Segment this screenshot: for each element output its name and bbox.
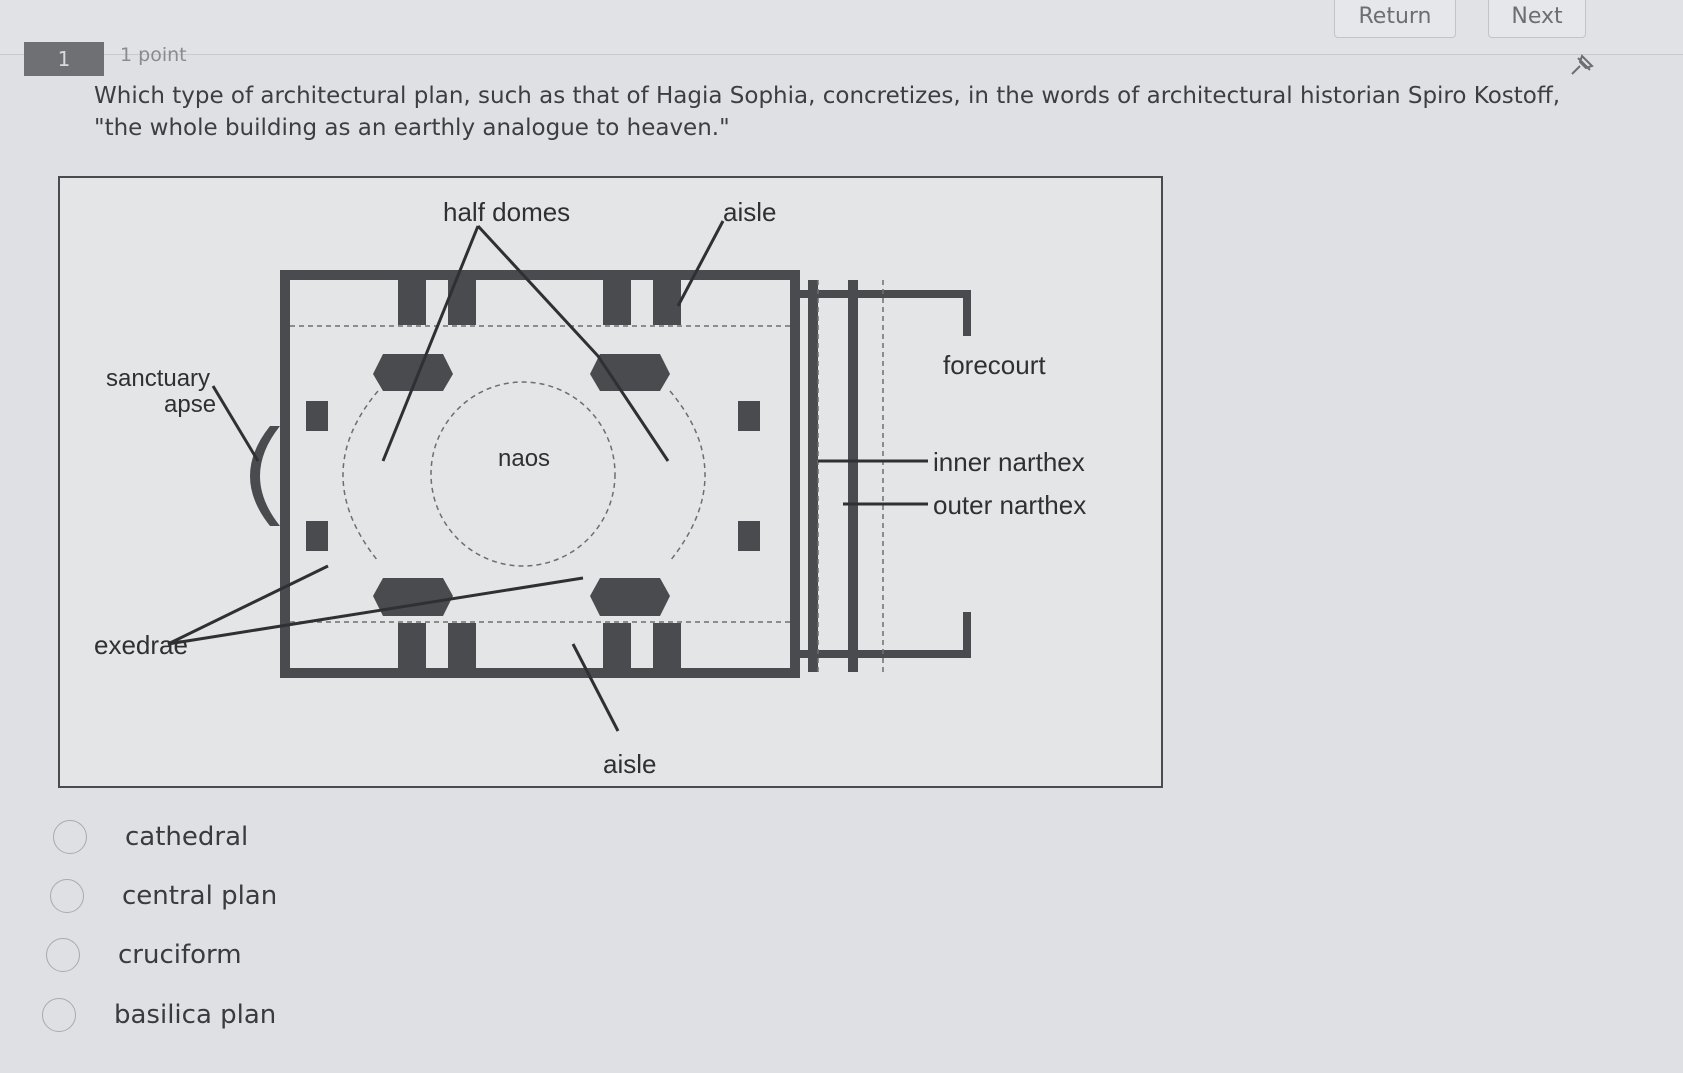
radio-button[interactable] xyxy=(42,998,76,1032)
choice-basilica-plan[interactable] xyxy=(42,998,276,1032)
label-sanctuary: sanctuary xyxy=(106,365,211,392)
figure-frame xyxy=(59,177,1162,787)
next-button[interactable]: Next xyxy=(1488,0,1586,38)
pin-icon[interactable] xyxy=(1568,52,1596,80)
choice-central-plan[interactable] xyxy=(50,879,277,913)
label-outer-narthex: outer narthex xyxy=(933,490,1087,520)
radio-button[interactable] xyxy=(46,938,80,972)
label-naos: naos xyxy=(498,445,551,472)
label-aisle-bottom: aisle xyxy=(603,749,657,779)
question-number-badge: 1 xyxy=(24,42,104,76)
choice-label: central plan xyxy=(122,881,278,911)
label-apse: apse xyxy=(164,391,217,418)
radio-button[interactable] xyxy=(53,820,87,854)
radio-button[interactable] xyxy=(50,879,84,913)
choice-label: basilica plan xyxy=(114,1000,277,1030)
choice-label: cathedral xyxy=(125,822,249,852)
hagia-sophia-floor-plan-figure xyxy=(58,176,1163,788)
choice-cruciform[interactable] xyxy=(46,938,242,972)
top-navigation-bar xyxy=(0,0,1683,55)
label-exedrae: exedrae xyxy=(94,630,188,660)
question-text: Which type of architectural plan, such as that of Hagia Sophia, concretizes, in the words of architectural historian Spiro Kostoff, "the whole building as an earthly analogue to heaven." xyxy=(94,83,1561,141)
label-aisle-top: aisle xyxy=(723,197,777,227)
choice-cathedral[interactable] xyxy=(53,820,248,854)
label-half-domes: half domes xyxy=(443,197,571,227)
choice-label: cruciform xyxy=(118,940,242,970)
label-inner-narthex: inner narthex xyxy=(933,447,1085,477)
question-points: 1 point xyxy=(120,44,187,66)
return-button[interactable]: Return xyxy=(1334,0,1456,38)
label-forecourt: forecourt xyxy=(943,350,1046,380)
